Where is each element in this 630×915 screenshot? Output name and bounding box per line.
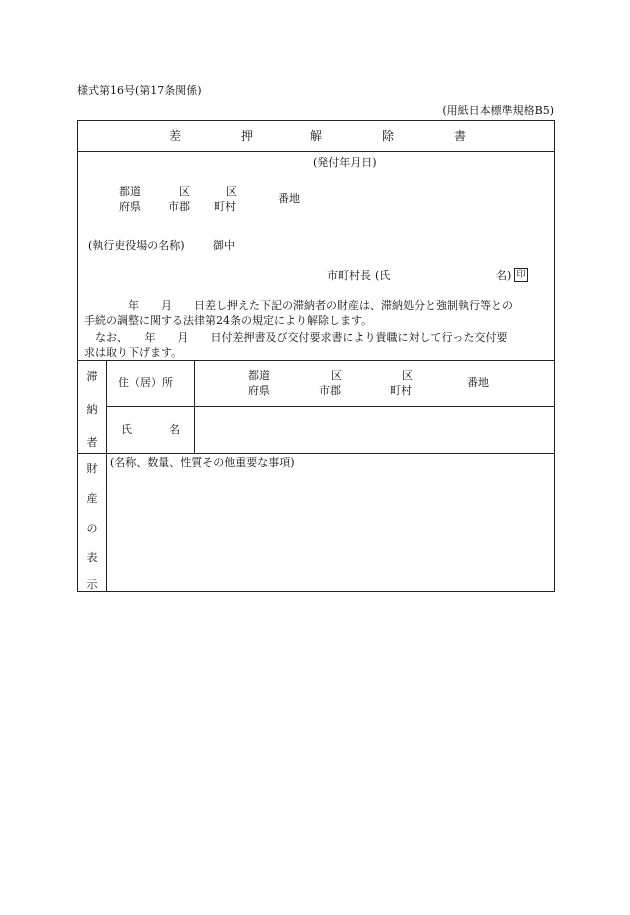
side-label-divider <box>106 360 107 592</box>
title-char: 書 <box>454 129 467 143</box>
name-label-part-1: 氏 <box>121 423 132 436</box>
body-line-4: 求は取り下げます。 <box>84 346 183 359</box>
body-divider <box>77 360 555 361</box>
address-city-bottom: 市郡 <box>168 200 190 213</box>
signer-name-open: (氏 <box>375 269 391 282</box>
title-divider <box>77 151 555 152</box>
address-pref-top: 都道 <box>248 369 270 382</box>
delinquent-row-divider <box>106 406 555 407</box>
side-char: 財 <box>86 462 98 475</box>
address-ward-top: 区 <box>179 185 190 198</box>
address-banchi: 番地 <box>467 376 489 389</box>
residence-label: 住（居）所 <box>118 376 173 389</box>
side-char: 表 <box>86 551 98 564</box>
side-char: 示 <box>86 578 98 591</box>
side-char: 納 <box>86 403 98 416</box>
paper-size-note: (用紙日本標準規格B5) <box>442 104 554 117</box>
side-char: 者 <box>86 436 98 449</box>
body-line-3: なお、 年 月 日付差押書及び交付要求書により貴職に対して行った交付要 <box>95 331 508 344</box>
title-char: 差 <box>169 129 182 143</box>
seal-mark: 印 <box>514 268 528 282</box>
property-note: (名称、数量、性質その他重要な事項) <box>110 456 295 469</box>
address-ward2-top: 区 <box>402 369 413 382</box>
body-line-1: 年 月 日差し押えた下記の滞納者の財産は、滞納処分と強制執行等との <box>128 299 513 312</box>
title-char: 解 <box>310 129 323 143</box>
property-divider <box>77 453 555 454</box>
address-pref-bottom: 府県 <box>248 384 270 397</box>
address-city-bottom: 市郡 <box>319 384 341 397</box>
field-label-divider <box>194 360 195 453</box>
addressee-honorific: 御中 <box>213 239 235 252</box>
issue-date: (発付年月日) <box>313 156 377 169</box>
name-label-part-2: 名 <box>169 423 180 436</box>
title-char: 除 <box>382 129 395 143</box>
form-number: 様式第16号(第17条関係) <box>77 84 202 97</box>
body-line-2: 手続の調整に関する法律第24条の規定により解除します。 <box>84 314 373 327</box>
address-town-bottom: 町村 <box>390 384 412 397</box>
address-town-bottom: 町村 <box>214 200 236 213</box>
address-pref-top: 都道 <box>119 185 141 198</box>
addressee-name: (執行吏役場の名称) <box>88 239 185 252</box>
address-pref-bottom: 府県 <box>119 200 141 213</box>
address-ward2-top: 区 <box>226 185 237 198</box>
address-ward-top: 区 <box>331 369 342 382</box>
side-char: 産 <box>86 492 98 505</box>
title-char: 押 <box>241 129 254 143</box>
address-banchi: 番地 <box>278 192 300 205</box>
signer-title: 市町村長 <box>327 269 371 282</box>
signer-name-close: 名) <box>496 269 512 282</box>
side-char: 滞 <box>86 370 98 383</box>
side-char: の <box>86 522 98 535</box>
